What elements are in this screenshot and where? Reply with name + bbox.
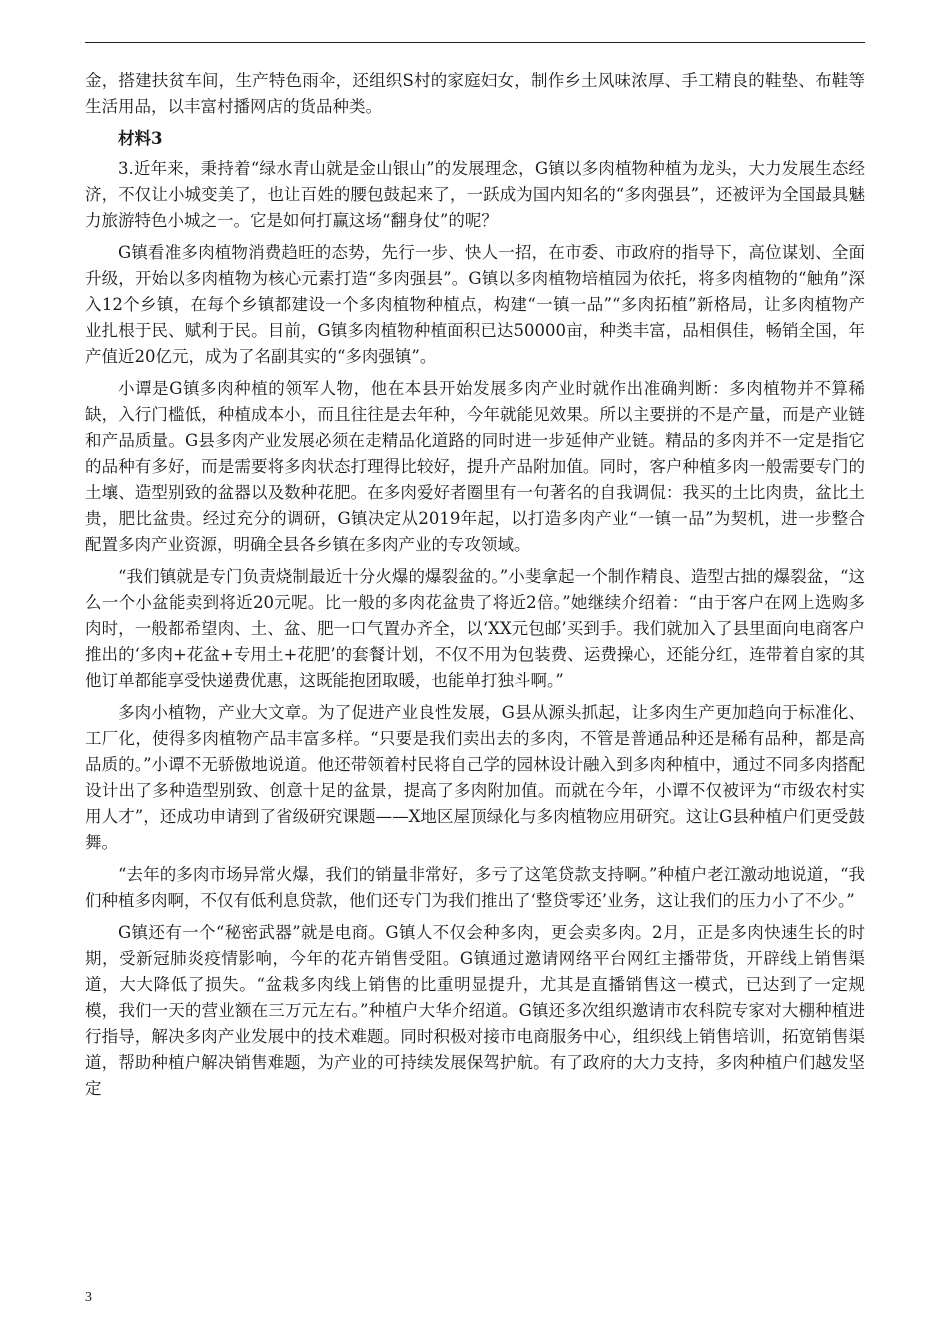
- paragraph: 小谭是G镇多肉种植的领军人物，他在本县开始发展多肉产业时就作出准确判断：多肉植物并不算稀缺，入行门槛低，种植成本小，而且往往是去年种，今年就能见效果。所以主要拼的不是产量，而是产业链和产品质量。G县多肉产业发展必须在走精品化道路的同时进一步延伸产业链。精品的多肉并不一定是指它的品种有多好，而是需要将多肉状态打理得比较好，提升产品附加值。同时，客户种植多肉一般需要专门的土壤、造型别致的盆器以及数种花肥。在多肉爱好者圈里有一句著名的自我调侃：我买的土比肉贵，盆比土贵，肥比盆贵。经过充分的调研，G镇决定从2019年起，以打造多肉产业“一镇一品”为契机，进一步整合配置多肉产业资源，明确全县各乡镇在多肉产业的专攻领域。: [85, 379, 865, 554]
- paragraph: G镇看准多肉植物消费趋旺的态势，先行一步、快人一招，在市委、市政府的指导下，高位谋划、全面升级，开始以多肉植物为核心元素打造“多肉强县”。G镇以多肉植物培植园为依托，将多肉植物的“触角”深入12个乡镇，在每个乡镇都建设一个多肉植物种植点，构建“一镇一品”“多肉拓植”新格局，让多肉植物产业扎根于民、赋利于民。目前，G镇多肉植物种植面积已达50000亩，种类丰富，品相俱佳，畅销全国，年产值近20亿元，成为了名副其实的“多肉强镇”。: [85, 243, 865, 366]
- paragraph: “去年的多肉市场异常火爆，我们的销量非常好，多亏了这笔贷款支持啊。”种植户老江激动地说道，“我们种植多肉啊，不仅有低利息贷款，他们还专门为我们推出了‘整贷零还’业务，这让我们的压力小了不少。”: [85, 865, 865, 910]
- header-rule: [85, 42, 865, 43]
- paragraph-continuation: 金，搭建扶贫车间，生产特色雨伞，还组织S村的家庭妇女，制作乡土风味浓厚、手工精良的鞋垫、布鞋等生活用品，以丰富村播网店的货品种类。: [85, 71, 865, 116]
- paragraph: “我们镇就是专门负责烧制最近十分火爆的爆裂盆的。”小斐拿起一个制作精良、造型古拙的爆裂盆，“这么一个小盆能卖到将近20元呢。比一般的多肉花盆贵了将近2倍。”她继续介绍着：“由于客户在网上选购多肉时，一般都希望肉、土、盆、肥一口气置办齐全，以‘XX元包邮’买到手。我们就加入了县里面向电商客户推出的‘多肉+花盆+专用土+花肥’的套餐计划，不仅不用为包装费、运费操心，还能分红，连带着自家的其他订单都能享受快递费优惠，这既能抱团取暖，也能单打独斗啊。”: [85, 567, 865, 690]
- section-heading-material-3: 材料3: [118, 129, 163, 148]
- paragraph: 3.近年来，秉持着“绿水青山就是金山银山”的发展理念，G镇以多肉植物种植为龙头，大力发展生态经济，不仅让小城变美了，也让百姓的腰包鼓起来了，一跃成为国内知名的“多肉强县”，还被评为全国最具魅力旅游特色小城之一。它是如何打赢这场“翻身仗”的呢？: [85, 159, 865, 230]
- document-body: [85, 68, 865, 1108]
- paragraph: G镇还有一个“秘密武器”就是电商。G镇人不仅会种多肉，更会卖多肉。2月，正是多肉快速生长的时期，受新冠肺炎疫情影响，今年的花卉销售受阻。G镇通过邀请网络平台网红主播带货，开辟线上销售渠道，大大降低了损失。“盆栽多肉线上销售的比重明显提升，尤其是直播销售这一模式，已达到了一定规模，我们一天的营业额在三万元左右。”种植户大华介绍道。G镇还多次组织邀请市农科院专家对大棚种植进行指导，解决多肉产业发展中的技术难题。同时积极对接市电商服务中心，组织线上销售培训，拓宽销售渠道，帮助种植户解决销售难题，为产业的可持续发展保驾护航。有了政府的大力支持，多肉种植户们越发坚定: [85, 923, 865, 1098]
- paragraph: 多肉小植物，产业大文章。为了促进产业良性发展，G县从源头抓起，让多肉生产更加趋向于标准化、工厂化，使得多肉植物产品丰富多样。“只要是我们卖出去的多肉，不管是普通品种还是稀有品种，都是高品质的。”小谭不无骄傲地说道。他还带领着村民将自己学的园林设计融入到多肉种植中，通过不同多肉搭配设计出了多种造型别致、创意十足的盆景，提高了多肉附加值。而就在今年，小谭不仅被评为“市级农村实用人才”，还成功申请到了省级研究课题——X地区屋顶绿化与多肉植物应用研究。这让G县种植户们更受鼓舞。: [85, 703, 865, 852]
- page-number: 3: [85, 1290, 92, 1305]
